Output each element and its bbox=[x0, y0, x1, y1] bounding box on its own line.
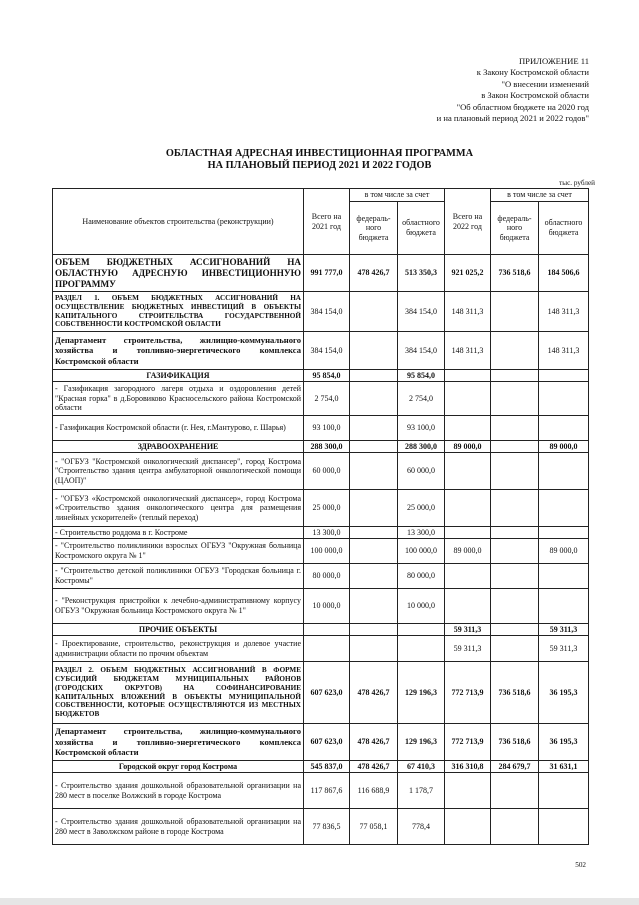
header-reg-2021: областного бюджета bbox=[398, 202, 445, 255]
cell-fed-2021: 116 688,9 bbox=[350, 773, 398, 809]
appendix-header bbox=[437, 56, 589, 124]
header-name: Наименование объектов строительства (реконструкции) bbox=[53, 189, 304, 255]
cell-total-2022 bbox=[445, 773, 491, 809]
cell-fed-2021 bbox=[350, 527, 398, 539]
cell-reg-2021: 513 350,3 bbox=[398, 255, 445, 292]
cell-total-2022 bbox=[445, 490, 491, 527]
cell-total-2022 bbox=[445, 453, 491, 490]
cell-fed-2022 bbox=[491, 370, 539, 382]
cell-total-2022: 772 713,9 bbox=[445, 662, 491, 724]
cell-fed-2021 bbox=[350, 416, 398, 441]
cell-reg-2021: 10 000,0 bbox=[398, 589, 445, 624]
title-line: НА ПЛАНОВЫЙ ПЕРИОД 2021 И 2022 ГОДОВ bbox=[207, 160, 432, 171]
cell-fed-2022: 284 679,7 bbox=[491, 761, 539, 773]
cell-fed-2021: 478 426,7 bbox=[350, 724, 398, 761]
cell-fed-2022 bbox=[491, 292, 539, 332]
table-row bbox=[53, 761, 589, 773]
cell-fed-2021 bbox=[350, 332, 398, 370]
cell-fed-2021 bbox=[350, 292, 398, 332]
cell-reg-2022 bbox=[539, 490, 589, 527]
appendix-line: к Закону Костромской области bbox=[476, 67, 589, 78]
table-row bbox=[53, 539, 589, 564]
cell-fed-2022 bbox=[491, 624, 539, 636]
cell-fed-2021 bbox=[350, 564, 398, 589]
header-reg-2022: областного бюджета bbox=[539, 202, 589, 255]
cell-total-2021: 25 000,0 bbox=[304, 490, 350, 527]
cell-fed-2022 bbox=[491, 539, 539, 564]
row-name: ГАЗИФИКАЦИЯ bbox=[53, 370, 304, 382]
investment-program-table bbox=[52, 188, 589, 845]
header-total-2022: Всего на 2022 год bbox=[445, 189, 491, 255]
cell-reg-2022: 36 195,3 bbox=[539, 662, 589, 724]
cell-reg-2021: 384 154,0 bbox=[398, 332, 445, 370]
cell-reg-2021: 129 196,3 bbox=[398, 724, 445, 761]
table-row bbox=[53, 589, 589, 624]
cell-reg-2021: 13 300,0 bbox=[398, 527, 445, 539]
cell-reg-2021: 288 300,0 bbox=[398, 441, 445, 453]
page-number: 502 bbox=[575, 861, 586, 869]
cell-reg-2022 bbox=[539, 453, 589, 490]
table-row bbox=[53, 416, 589, 441]
header-fed-2021: федераль-ного бюджета bbox=[350, 202, 398, 255]
row-name: - "ОГБУЗ «Костромской онкологический диспансер», город Кострома «Строительство здания онкологического центра для размещения линейных ускорителей» (теплый переход) bbox=[53, 490, 304, 527]
table-row bbox=[53, 636, 589, 662]
cell-total-2021: 100 000,0 bbox=[304, 539, 350, 564]
cell-reg-2021: 25 000,0 bbox=[398, 490, 445, 527]
table-row bbox=[53, 441, 589, 453]
cell-fed-2021 bbox=[350, 453, 398, 490]
cell-fed-2021 bbox=[350, 441, 398, 453]
table-row bbox=[53, 332, 589, 370]
cell-reg-2021: 2 754,0 bbox=[398, 382, 445, 416]
appendix-line: ПРИЛОЖЕНИЕ 11 bbox=[518, 56, 589, 66]
cell-total-2022: 59 311,3 bbox=[445, 636, 491, 662]
cell-reg-2022: 89 000,0 bbox=[539, 441, 589, 453]
cell-total-2022: 921 025,2 bbox=[445, 255, 491, 292]
cell-fed-2021: 77 058,1 bbox=[350, 809, 398, 845]
cell-reg-2021: 67 410,3 bbox=[398, 761, 445, 773]
cell-reg-2022: 148 311,3 bbox=[539, 292, 589, 332]
row-name: ПРОЧИЕ ОБЪЕКТЫ bbox=[53, 624, 304, 636]
row-name: РАЗДЕЛ 2. ОБЪЕМ БЮДЖЕТНЫХ АССИГНОВАНИЙ В ФОРМЕ СУБСИДИЙ БЮДЖЕТАМ МУНИЦИПАЛЬНЫХ РАЙОНОВ (ГОРОДСКИХ ОКРУГОВ) НА СОФИНАНСИРОВАНИЕ КАПИТАЛЬНЫХ ВЛОЖЕНИЙ В ОБЪЕКТЫ МУНИЦИПАЛЬНОЙ СОБСТВЕННОСТИ, КОТОРЫЕ ОСУЩЕСТВЛЯЮТСЯ ИЗ МЕСТНЫХ БЮДЖЕТОВ bbox=[53, 662, 304, 724]
cell-total-2021: 384 154,0 bbox=[304, 292, 350, 332]
cell-total-2021 bbox=[304, 624, 350, 636]
table-row bbox=[53, 527, 589, 539]
cell-total-2021: 2 754,0 bbox=[304, 382, 350, 416]
cell-total-2021: 93 100,0 bbox=[304, 416, 350, 441]
cell-fed-2022 bbox=[491, 809, 539, 845]
cell-total-2021: 10 000,0 bbox=[304, 589, 350, 624]
cell-fed-2022: 736 518,6 bbox=[491, 255, 539, 292]
cell-total-2022: 148 311,3 bbox=[445, 292, 491, 332]
cell-fed-2022 bbox=[491, 453, 539, 490]
cell-reg-2022: 148 311,3 bbox=[539, 332, 589, 370]
row-name: - "Строительство детской поликлиники ОГБУЗ "Городская больница г. Костромы" bbox=[53, 564, 304, 589]
table-row bbox=[53, 724, 589, 761]
cell-reg-2022 bbox=[539, 809, 589, 845]
title-line: ОБЛАСТНАЯ АДРЕСНАЯ ИНВЕСТИЦИОННАЯ ПРОГРАММА bbox=[165, 148, 474, 159]
cell-total-2021: 77 836,5 bbox=[304, 809, 350, 845]
cell-fed-2021: 478 426,7 bbox=[350, 761, 398, 773]
cell-fed-2021: 478 426,7 bbox=[350, 662, 398, 724]
row-name: - Строительство здания дошкольной образовательной организации на 280 мест в поселке Волжский в городе Кострома bbox=[53, 773, 304, 809]
appendix-line: "О внесении изменений bbox=[501, 78, 589, 89]
cell-fed-2021 bbox=[350, 370, 398, 382]
cell-reg-2022: 59 311,3 bbox=[539, 624, 589, 636]
table-row bbox=[53, 662, 589, 724]
cell-fed-2021 bbox=[350, 539, 398, 564]
row-name: Городской округ город Кострома bbox=[53, 761, 304, 773]
cell-fed-2021 bbox=[350, 624, 398, 636]
row-name: ЗДРАВООХРАНЕНИЕ bbox=[53, 441, 304, 453]
cell-reg-2021: 129 196,3 bbox=[398, 662, 445, 724]
cell-total-2022 bbox=[445, 527, 491, 539]
row-name: - "Строительство поликлиники взрослых ОГБУЗ "Окружная больница Костромского округа № 1" bbox=[53, 539, 304, 564]
row-name: - Газификация загородного лагеря отдыха и оздоровления детей "Красная горка" в д.Боровиково Красносельского района Костромской области bbox=[53, 382, 304, 416]
cell-reg-2022 bbox=[539, 527, 589, 539]
table-row bbox=[53, 370, 589, 382]
cell-reg-2021 bbox=[398, 636, 445, 662]
cell-total-2021 bbox=[304, 636, 350, 662]
appendix-line: и на плановый период 2021 и 2022 годов" bbox=[436, 113, 589, 124]
cell-reg-2022 bbox=[539, 773, 589, 809]
page-bottom-edge bbox=[0, 898, 639, 905]
cell-fed-2022 bbox=[491, 382, 539, 416]
cell-total-2022 bbox=[445, 809, 491, 845]
cell-total-2022 bbox=[445, 370, 491, 382]
cell-fed-2022 bbox=[491, 527, 539, 539]
cell-fed-2022: 736 518,6 bbox=[491, 724, 539, 761]
row-name: - Строительство здания дошкольной образовательной организации на 280 мест в Заволжском районе в городе Кострома bbox=[53, 809, 304, 845]
cell-fed-2022 bbox=[491, 416, 539, 441]
table-row bbox=[53, 292, 589, 332]
document-title bbox=[0, 148, 639, 172]
cell-total-2022: 148 311,3 bbox=[445, 332, 491, 370]
cell-total-2021: 95 854,0 bbox=[304, 370, 350, 382]
cell-reg-2021: 100 000,0 bbox=[398, 539, 445, 564]
cell-reg-2021 bbox=[398, 624, 445, 636]
cell-total-2021: 607 623,0 bbox=[304, 724, 350, 761]
cell-fed-2022 bbox=[491, 773, 539, 809]
row-name: Департамент строительства, жилищно-коммунального хозяйства и топливно-энергетического комплекса Костромской области bbox=[53, 332, 304, 370]
cell-total-2022: 89 000,0 bbox=[445, 539, 491, 564]
cell-total-2022 bbox=[445, 416, 491, 441]
cell-fed-2021 bbox=[350, 490, 398, 527]
cell-reg-2021: 1 178,7 bbox=[398, 773, 445, 809]
cell-fed-2021: 478 426,7 bbox=[350, 255, 398, 292]
cell-reg-2022: 31 631,1 bbox=[539, 761, 589, 773]
table-row bbox=[53, 773, 589, 809]
header-incl-2021: в том числе за счет bbox=[350, 189, 445, 202]
cell-fed-2022 bbox=[491, 490, 539, 527]
row-name: - Строительство роддома в г. Костроме bbox=[53, 527, 304, 539]
cell-fed-2022: 736 518,6 bbox=[491, 662, 539, 724]
cell-reg-2022 bbox=[539, 382, 589, 416]
cell-reg-2022 bbox=[539, 564, 589, 589]
table-row bbox=[53, 255, 589, 292]
cell-reg-2021: 93 100,0 bbox=[398, 416, 445, 441]
units-label: тыс. рублей bbox=[559, 179, 595, 187]
cell-total-2021: 607 623,0 bbox=[304, 662, 350, 724]
cell-total-2022 bbox=[445, 382, 491, 416]
cell-fed-2021 bbox=[350, 382, 398, 416]
cell-total-2021: 991 777,0 bbox=[304, 255, 350, 292]
table-row bbox=[53, 564, 589, 589]
cell-fed-2022 bbox=[491, 589, 539, 624]
cell-total-2021: 545 837,0 bbox=[304, 761, 350, 773]
row-name: - Газификация Костромской области (г. Нея, г.Мантурово, г. Шарья) bbox=[53, 416, 304, 441]
row-name: РАЗДЕЛ 1. ОБЪЕМ БЮДЖЕТНЫХ АССИГНОВАНИЙ НА ОСУЩЕСТВЛЕНИЕ БЮДЖЕТНЫХ ИНВЕСТИЦИЙ В ОБЪЕКТЫ КАПИТАЛЬНОГО СТРОИТЕЛЬСТВА ГОСУДАРСТВЕННОЙ СОБСТВЕННОСТИ КОСТРОМСКОЙ ОБЛАСТИ bbox=[53, 292, 304, 332]
table-row bbox=[53, 624, 589, 636]
cell-reg-2021: 95 854,0 bbox=[398, 370, 445, 382]
header-incl-2022: в том числе за счет bbox=[491, 189, 589, 202]
cell-total-2022 bbox=[445, 564, 491, 589]
cell-reg-2022: 89 000,0 bbox=[539, 539, 589, 564]
row-name: - "Реконструкция пристройки к лечебно-административному корпусу ОГБУЗ "Окружная больница Костромского округа № 1" bbox=[53, 589, 304, 624]
cell-reg-2022: 36 195,3 bbox=[539, 724, 589, 761]
cell-total-2021: 384 154,0 bbox=[304, 332, 350, 370]
cell-reg-2022: 59 311,3 bbox=[539, 636, 589, 662]
cell-reg-2022: 184 506,6 bbox=[539, 255, 589, 292]
appendix-line: в Закон Костромской области bbox=[481, 90, 589, 101]
row-name: Департамент строительства, жилищно-коммунального хозяйства и топливно-энергетического комплекса Костромской области bbox=[53, 724, 304, 761]
cell-total-2022: 59 311,3 bbox=[445, 624, 491, 636]
cell-reg-2021: 384 154,0 bbox=[398, 292, 445, 332]
table-row bbox=[53, 453, 589, 490]
cell-reg-2022 bbox=[539, 589, 589, 624]
appendix-line: "Об областном бюджете на 2020 год bbox=[456, 101, 589, 112]
cell-fed-2021 bbox=[350, 636, 398, 662]
cell-reg-2021: 60 000,0 bbox=[398, 453, 445, 490]
table-row bbox=[53, 809, 589, 845]
cell-total-2022: 89 000,0 bbox=[445, 441, 491, 453]
cell-total-2021: 60 000,0 bbox=[304, 453, 350, 490]
cell-reg-2021: 778,4 bbox=[398, 809, 445, 845]
cell-reg-2022 bbox=[539, 416, 589, 441]
row-name: ОБЪЕМ БЮДЖЕТНЫХ АССИГНОВАНИЙ НА ОБЛАСТНУЮ АДРЕСНУЮ ИНВЕСТИЦИОННУЮ ПРОГРАММУ bbox=[53, 255, 304, 292]
cell-fed-2021 bbox=[350, 589, 398, 624]
table-row bbox=[53, 490, 589, 527]
cell-total-2022: 772 713,9 bbox=[445, 724, 491, 761]
table-row bbox=[53, 382, 589, 416]
row-name: - "ОГБУЗ "Костромской онкологический диспансер", город Кострома "Строительство здания центра амбулаторной онкологической помощи (ЦАОП)" bbox=[53, 453, 304, 490]
cell-total-2022: 316 310,8 bbox=[445, 761, 491, 773]
header-total-2021: Всего на 2021 год bbox=[304, 189, 350, 255]
cell-fed-2022 bbox=[491, 332, 539, 370]
cell-reg-2022 bbox=[539, 370, 589, 382]
cell-fed-2022 bbox=[491, 636, 539, 662]
cell-total-2022 bbox=[445, 589, 491, 624]
row-name: - Проектирование, строительство, реконструкция и долевое участие администрации области по прочим объектам bbox=[53, 636, 304, 662]
header-fed-2022: федераль-ного бюджета bbox=[491, 202, 539, 255]
cell-fed-2022 bbox=[491, 441, 539, 453]
cell-reg-2021: 80 000,0 bbox=[398, 564, 445, 589]
cell-total-2021: 288 300,0 bbox=[304, 441, 350, 453]
table-body bbox=[53, 255, 589, 845]
cell-total-2021: 13 300,0 bbox=[304, 527, 350, 539]
cell-fed-2022 bbox=[491, 564, 539, 589]
cell-total-2021: 80 000,0 bbox=[304, 564, 350, 589]
cell-total-2021: 117 867,6 bbox=[304, 773, 350, 809]
